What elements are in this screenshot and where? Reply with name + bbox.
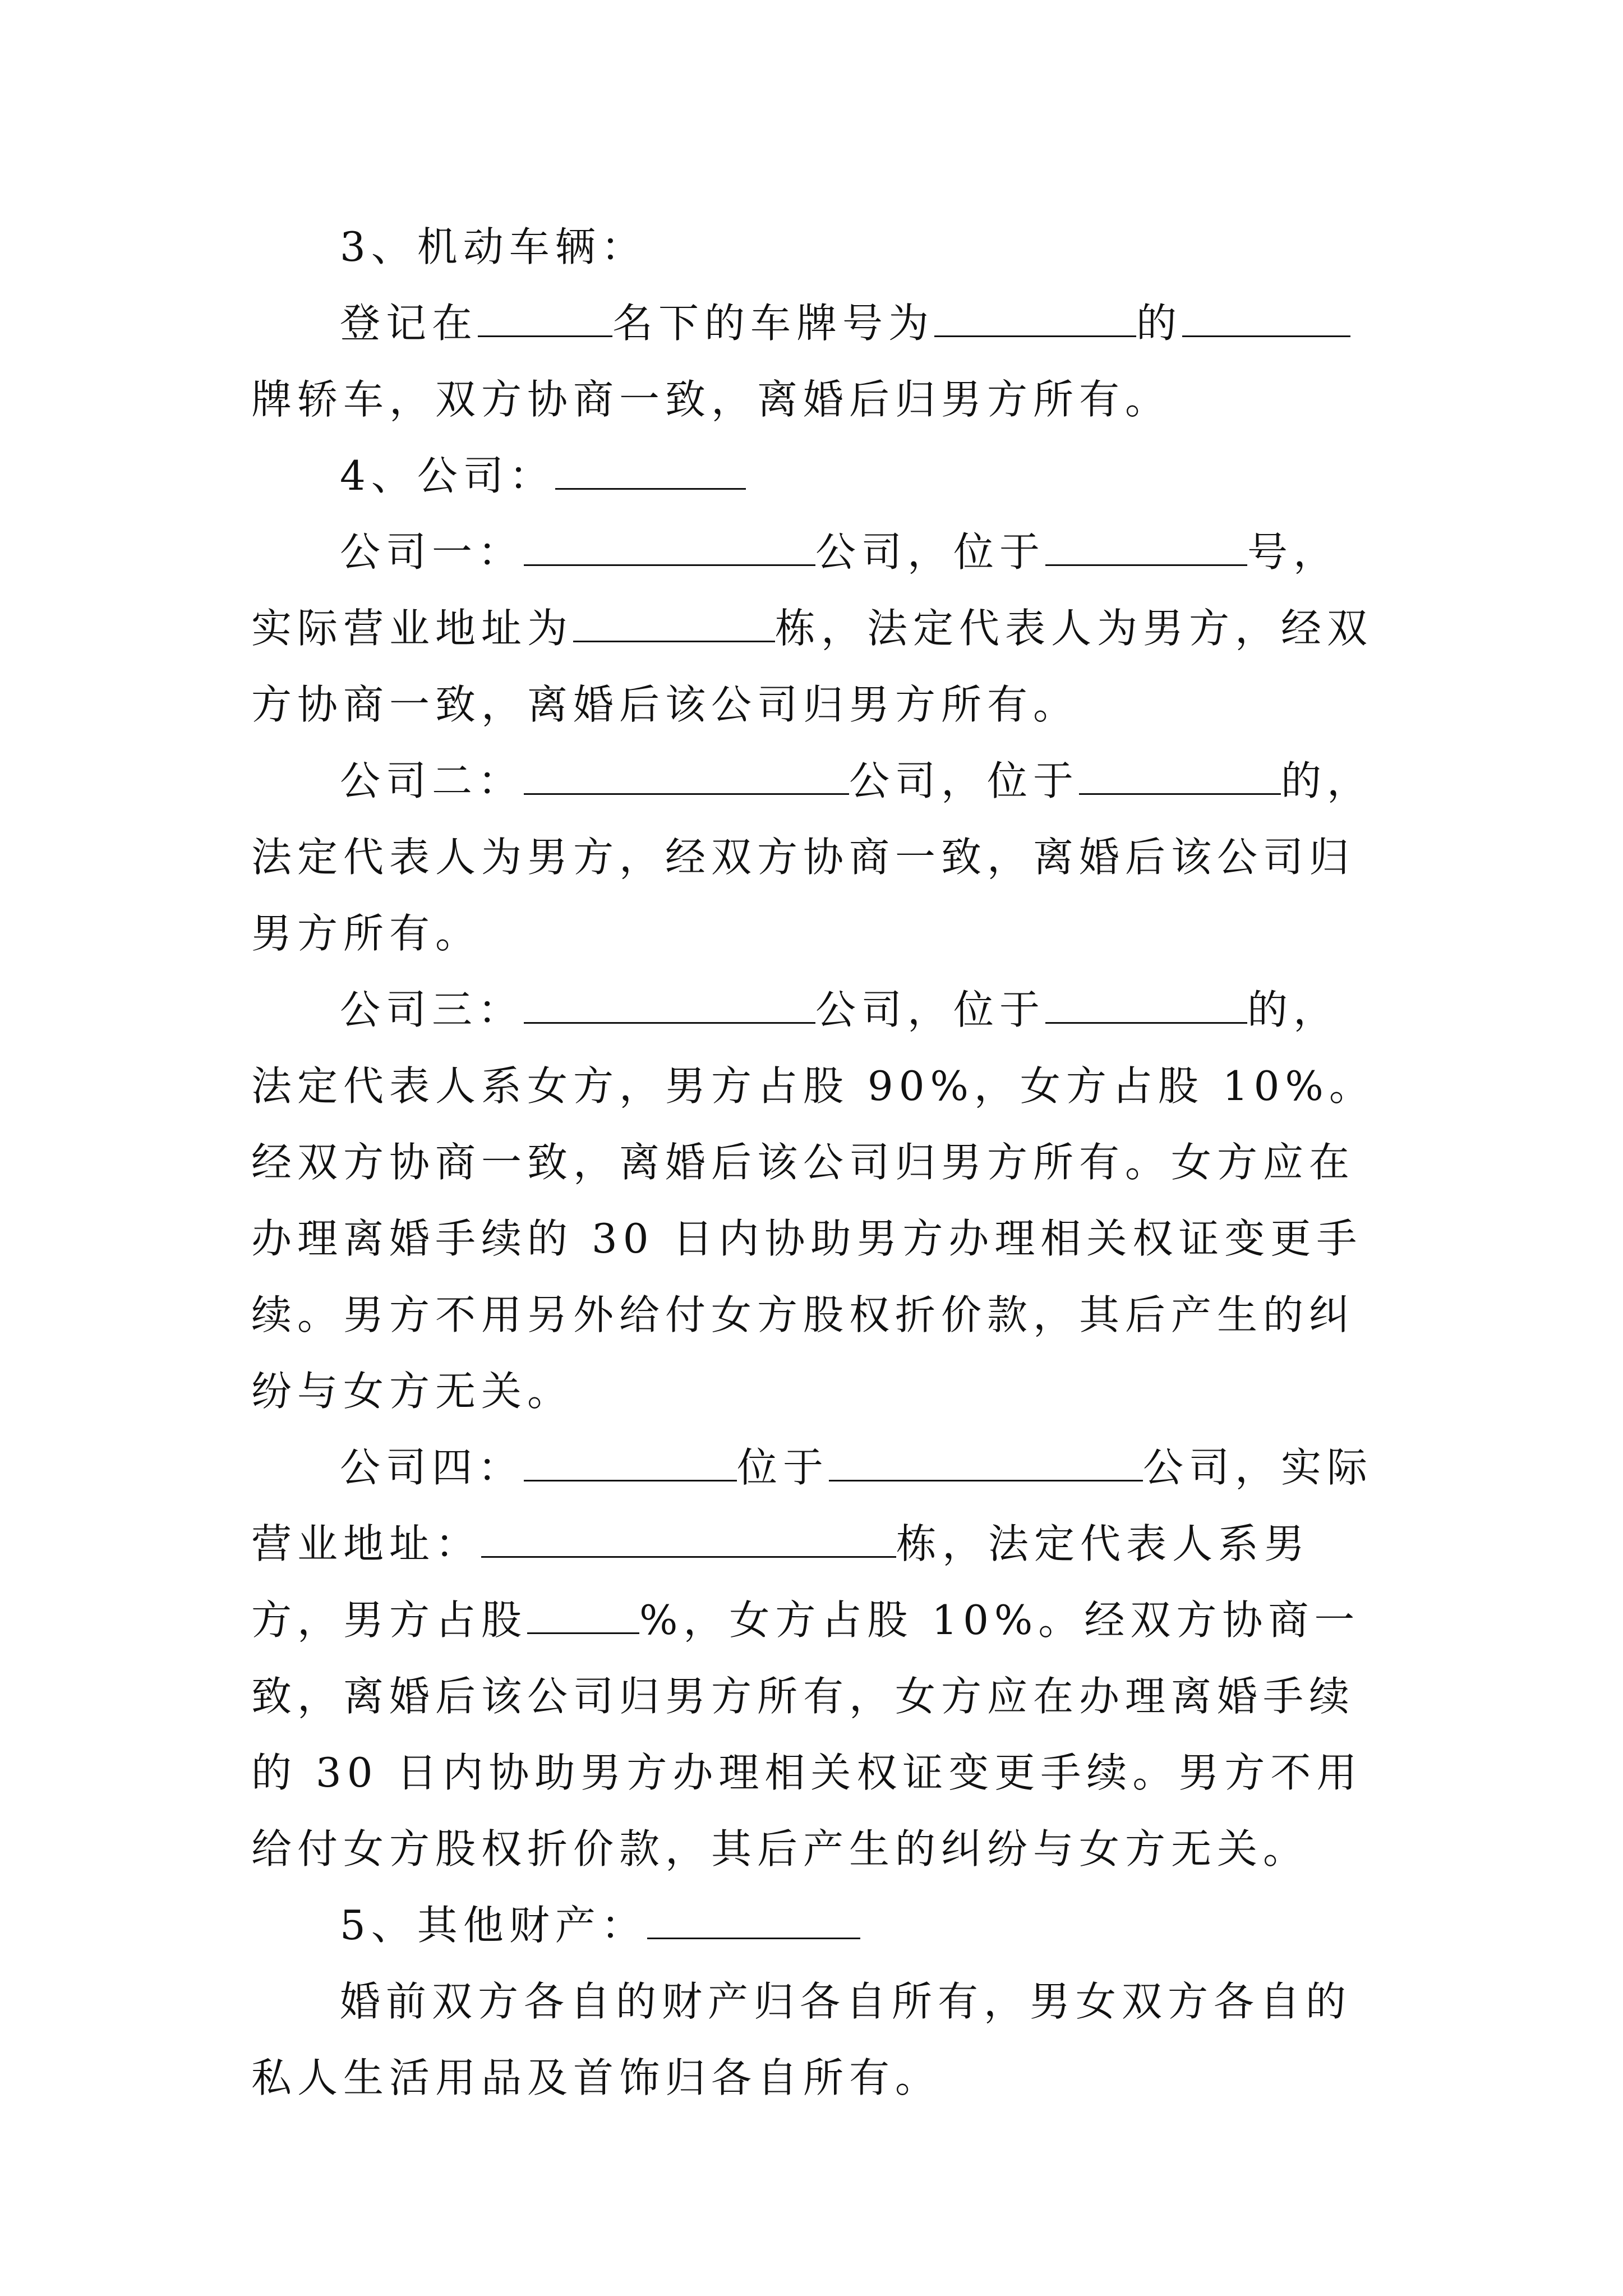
plate-number-blank[interactable] [934, 301, 1136, 337]
share-percent-blank[interactable] [527, 1598, 639, 1634]
company-heading: 4、公司： [251, 438, 1378, 514]
company-one-name-blank[interactable] [524, 530, 815, 566]
company-four-name-blank[interactable] [524, 1445, 737, 1481]
company-one-paragraph: 公司一： 公司，位于 号，实际营业地址为 栋，法定代表人为男方，经双方协商一致，离婚后该公司归男方所有。 [251, 528, 1373, 728]
car-brand-blank[interactable] [1182, 301, 1350, 337]
other-property-paragraph: 婚前双方各自的财产归各自所有，男女双方各自的私人生活用品及首饰归各自所有。 [251, 1978, 1352, 2101]
company-three-paragraph: 公司三： 公司，位于 的，法定代表人系女方，男方占股 90%，女方占股 10%。经双方协商一致，离婚后该公司归男方所有。女方应在办理离婚手续的 30 日内协助男方办理相关权证变更手续。男方不用另外给付女方股权折价款，其后产生的纠纷与女方无关。 [251, 986, 1375, 1415]
company-four-paragraph: 公司四： 位于 公司，实际营业地址： 栋，法定代表人系男方，男方占股 %，女方占股 10%。经双方协商一致，离婚后该公司归男方所有，女方应在办理离婚手续的 30 日内协助男方办理相关权证变更手续。男方不用给付女方股权折价款，其后产生的纠纷与女方无关。 [251, 1444, 1373, 1872]
other-property-blank[interactable] [647, 1903, 860, 1939]
company-two-location-blank[interactable] [1079, 758, 1281, 795]
company-one-address-blank[interactable] [573, 606, 775, 642]
company-three-name-blank[interactable] [524, 987, 815, 1024]
other-property-heading: 5、其他财产： [251, 1887, 1378, 1963]
company-heading-blank[interactable] [555, 453, 746, 490]
company-two-name-blank[interactable] [524, 758, 849, 795]
company-two-paragraph: 公司二： 公司，位于 的，法定代表人为男方，经双方协商一致，离婚后该公司归男方所有。 [251, 757, 1373, 957]
company-one-location-blank[interactable] [1045, 530, 1247, 566]
owner-name-blank[interactable] [478, 301, 612, 337]
vehicle-heading: 3、机动车辆： [340, 223, 647, 270]
company-four-address-blank[interactable] [481, 1521, 896, 1558]
vehicle-paragraph: 登记在 名下的车牌号为 的牌轿车，双方协商一致，离婚后归男方所有。 [251, 285, 1378, 438]
document-body [251, 209, 1378, 2116]
company-three-location-blank[interactable] [1045, 987, 1247, 1024]
company-four-location-blank[interactable] [829, 1445, 1143, 1481]
